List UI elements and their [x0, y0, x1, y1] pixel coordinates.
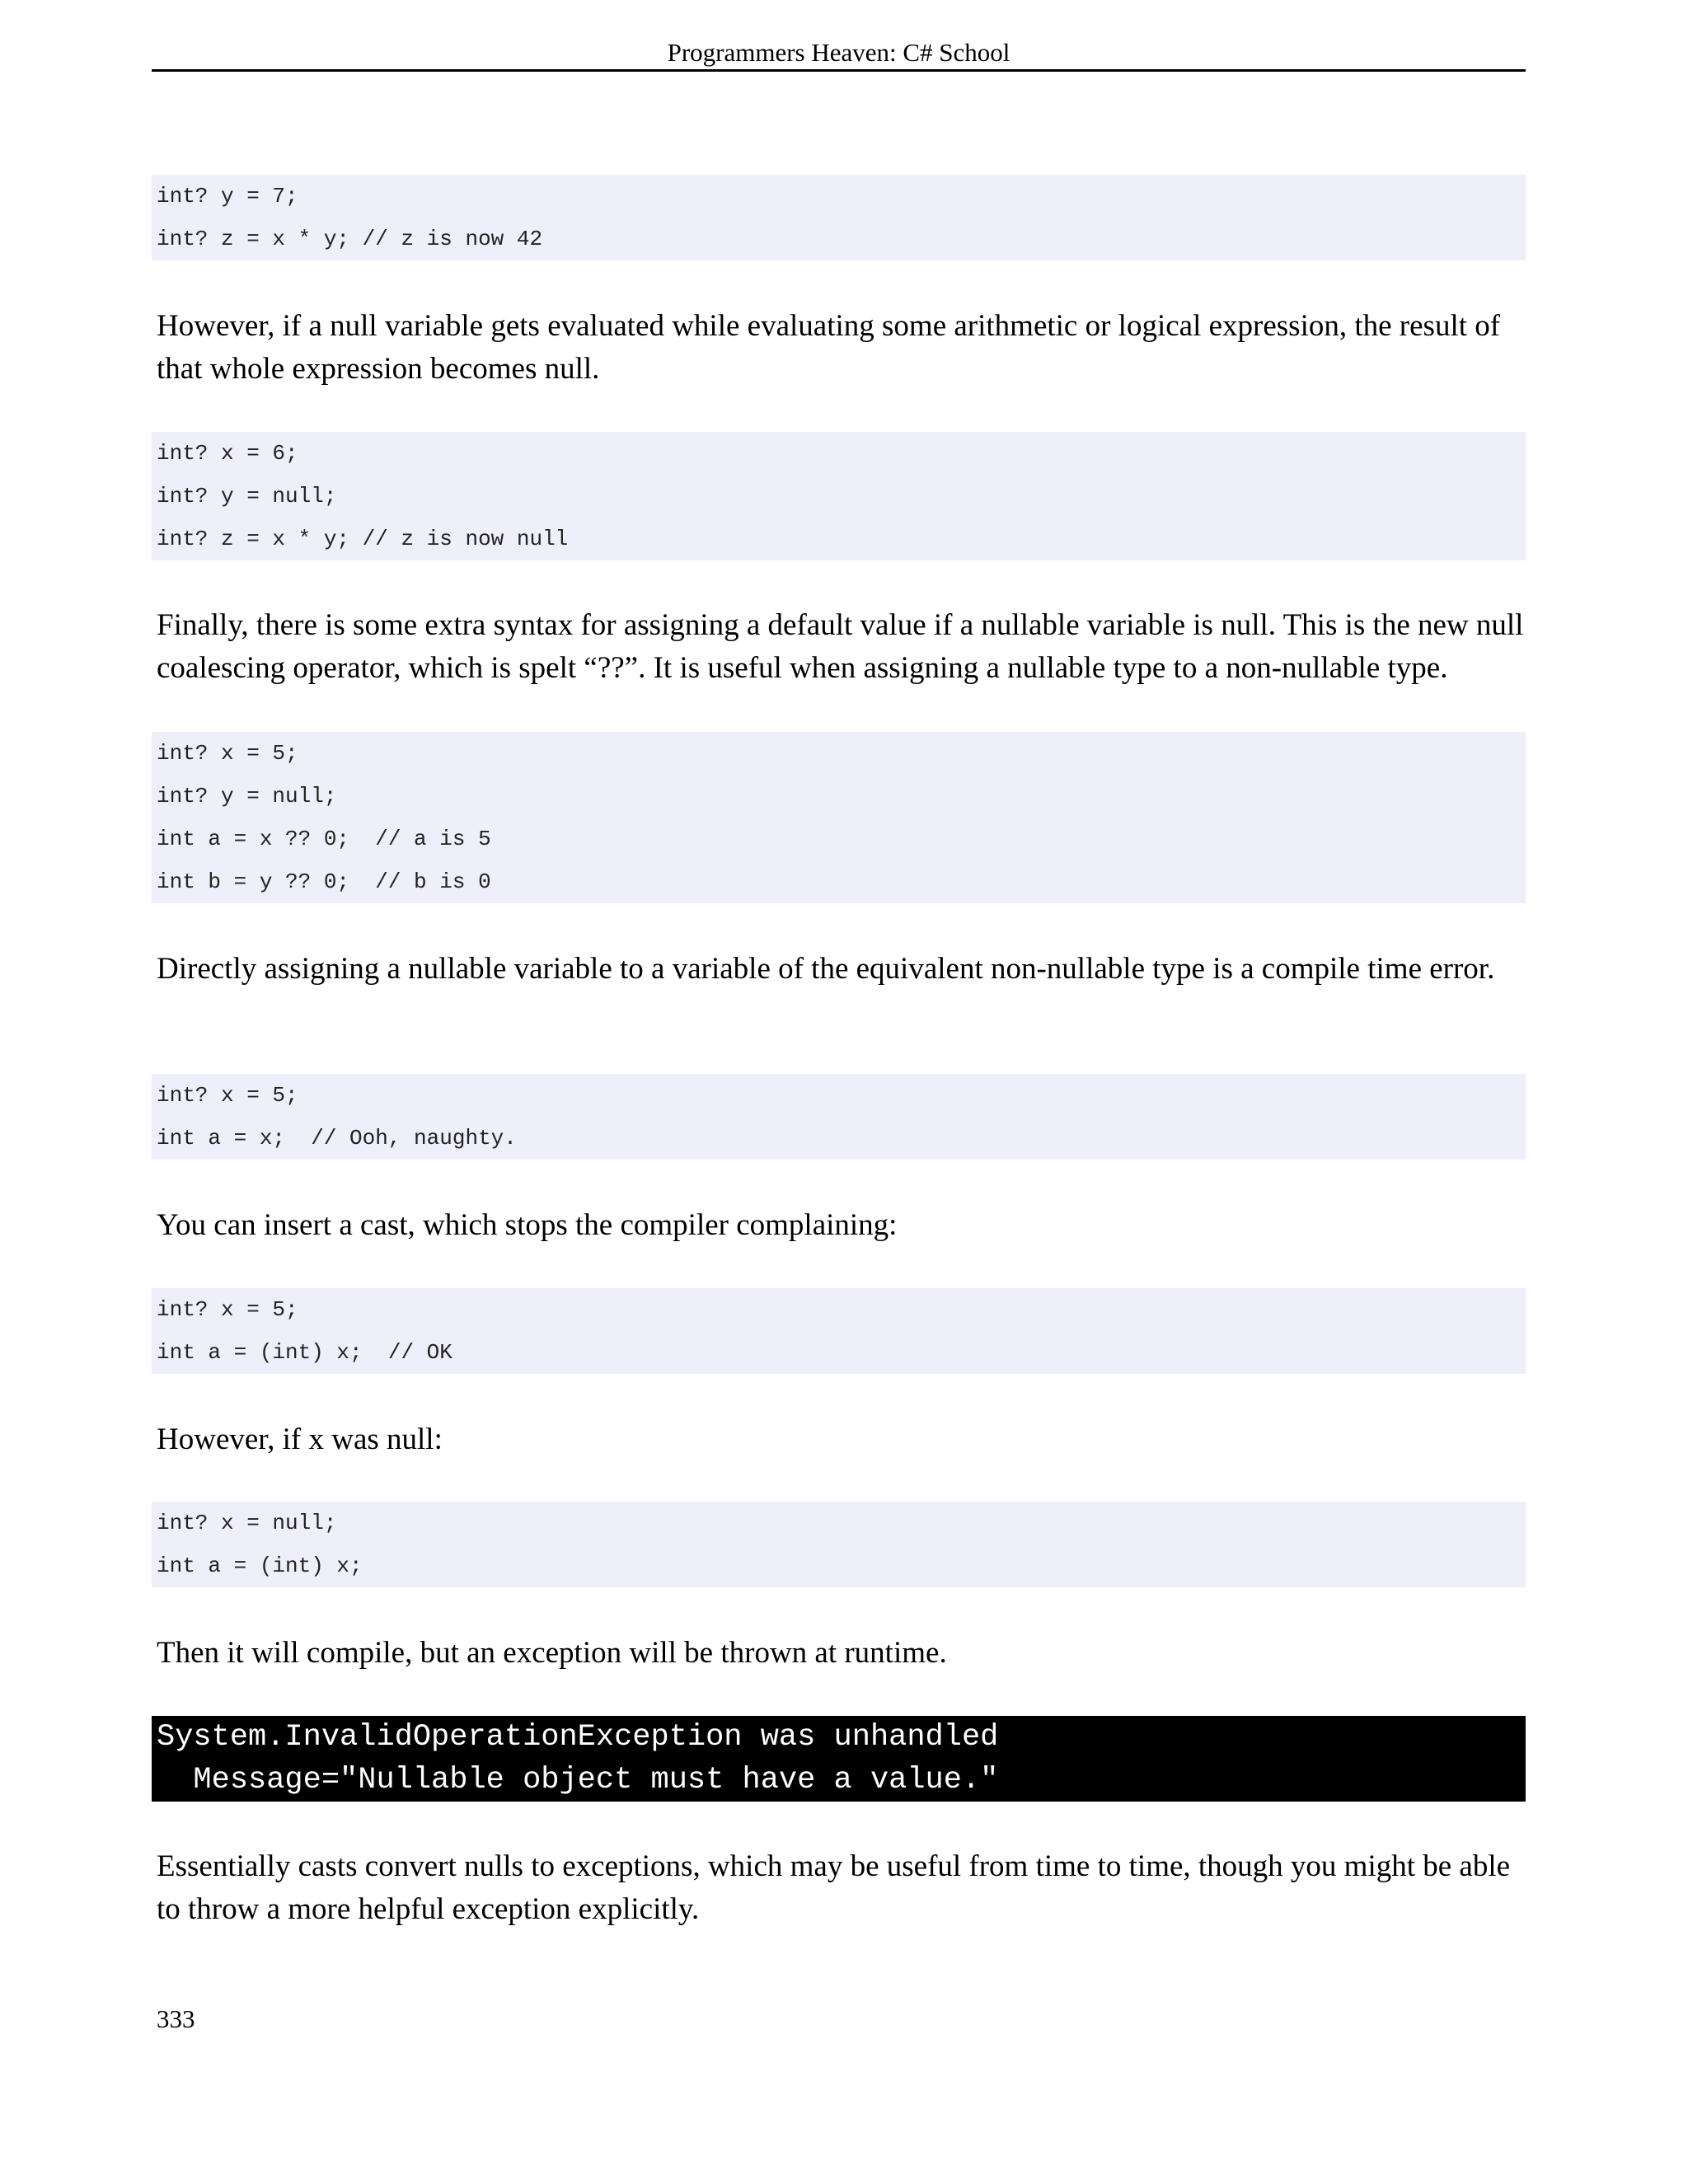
header-title: Programmers Heaven: C# School	[667, 38, 1010, 67]
paragraph: However, if x was null:	[157, 1422, 443, 1456]
code-line: int? x = 6;	[157, 441, 298, 466]
paragraph: Finally, there is some extra syntax for assigning a default value if a nullable variable is null. This is the new null coalescing operator, which is spelt “??”. It is useful when assigning a nullable type to a non-nullable type.	[157, 608, 1524, 685]
code-block	[152, 1288, 1526, 1374]
code-line: int? z = x * y; // z is now 42	[157, 227, 543, 251]
page-number: 333	[157, 2004, 195, 2033]
code-block	[152, 1074, 1526, 1160]
code-line: int a = x; // Ooh, naughty.	[157, 1126, 517, 1151]
paragraph: Then it will compile, but an exception will be thrown at runtime.	[157, 1636, 947, 1670]
code-line: int? z = x * y; // z is now null	[157, 527, 569, 551]
code-line: int? x = 5;	[157, 1083, 298, 1108]
code-line: int a = x ?? 0; // a is 5	[157, 827, 491, 851]
code-line: int? x = 5;	[157, 741, 298, 766]
code-line: int? y = null;	[157, 484, 337, 509]
console-line: Message="Nullable object must have a value."	[157, 1763, 999, 1797]
code-line: int? y = null;	[157, 784, 337, 808]
code-line: int b = y ?? 0; // b is 0	[157, 869, 491, 894]
code-line: int? x = null;	[157, 1511, 337, 1535]
code-line: int a = (int) x; // OK	[157, 1340, 452, 1365]
code-line: int a = (int) x;	[157, 1554, 363, 1578]
code-block	[152, 1502, 1526, 1587]
paragraph: You can insert a cast, which stops the compiler complaining:	[157, 1208, 898, 1242]
paragraph: Directly assigning a nullable variable to a variable of the equivalent non-nullable type is a compile time error.	[157, 952, 1495, 986]
code-block	[152, 732, 1526, 903]
page-header	[152, 36, 1526, 72]
paragraph: Essentially casts convert nulls to exceptions, which may be useful from time to time, though you might be able to throw a more helpful exception explicitly.	[157, 1849, 1511, 1926]
code-line: int? x = 5;	[157, 1297, 298, 1322]
console-line: System.InvalidOperationException was unhandled	[157, 1720, 999, 1755]
console-output	[152, 1716, 1526, 1802]
code-block	[152, 432, 1526, 560]
paragraph: However, if a null variable gets evaluated while evaluating some arithmetic or logical expression, the result of that whole expression becomes null.	[157, 309, 1501, 386]
code-line: int? y = 7;	[157, 184, 298, 209]
code-block	[152, 175, 1526, 260]
